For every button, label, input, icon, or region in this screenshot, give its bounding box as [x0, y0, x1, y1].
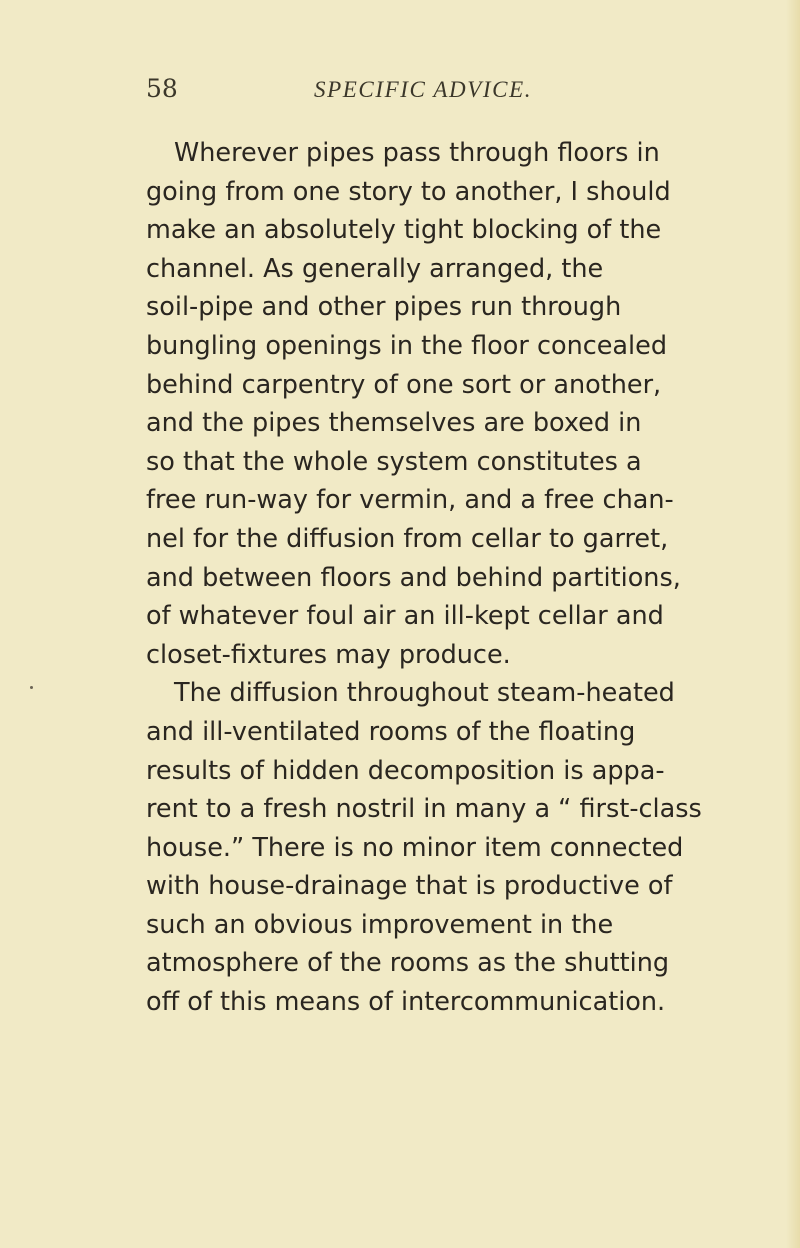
text-line: behind carpentry of one sort or another,	[146, 369, 662, 400]
text-line: Wherever pipes pass through floors in	[174, 138, 660, 168]
text-line: The diffusion throughout steam-heated	[174, 678, 675, 709]
text-line: closet-fixtures may produce.	[146, 639, 511, 670]
text-line: and the pipes themselves are boxed in	[146, 408, 642, 439]
text-line: make an absolutely tight blocking of the	[146, 215, 662, 246]
text-line: results of hidden decomposition is appa-	[146, 755, 665, 786]
text-line: nel for the diffusion from cellar to garret,	[146, 523, 669, 554]
page-edge-shadow	[786, 0, 800, 1248]
text-line: atmosphere of the rooms as the shutting	[146, 948, 670, 979]
text-line: free run-way for vermin, and a free chan-	[146, 485, 674, 516]
text-line: bungling openings in the floor concealed	[146, 330, 668, 361]
text-line: going from one story to another, I should	[146, 176, 671, 207]
page-header	[146, 74, 726, 114]
stray-ink-mark	[30, 686, 33, 689]
text-line: house.” There is no minor item connected	[146, 832, 684, 863]
text-line: so that the whole system constitutes a	[146, 446, 642, 477]
text-line: rent to a fresh nostril in many a “ first-class	[146, 794, 702, 825]
running-head: SPECIFIC ADVICE.	[314, 77, 533, 102]
text-line: such an obvious improvement in the	[146, 909, 614, 940]
body-text	[146, 134, 731, 1022]
text-line: of whatever foul air an ill-kept cellar and	[146, 601, 664, 632]
page-number: 58	[146, 74, 178, 103]
text-line: and between floors and behind partitions,	[146, 562, 681, 593]
text-line: soil-pipe and other pipes run through	[146, 292, 622, 323]
text-line: channel. As generally arranged, the	[146, 253, 604, 284]
text-line: and ill-ventilated rooms of the floating	[146, 716, 636, 747]
text-line: off of this means of intercommunication.	[146, 987, 666, 1018]
text-line: with house-drainage that is productive of	[146, 871, 673, 902]
